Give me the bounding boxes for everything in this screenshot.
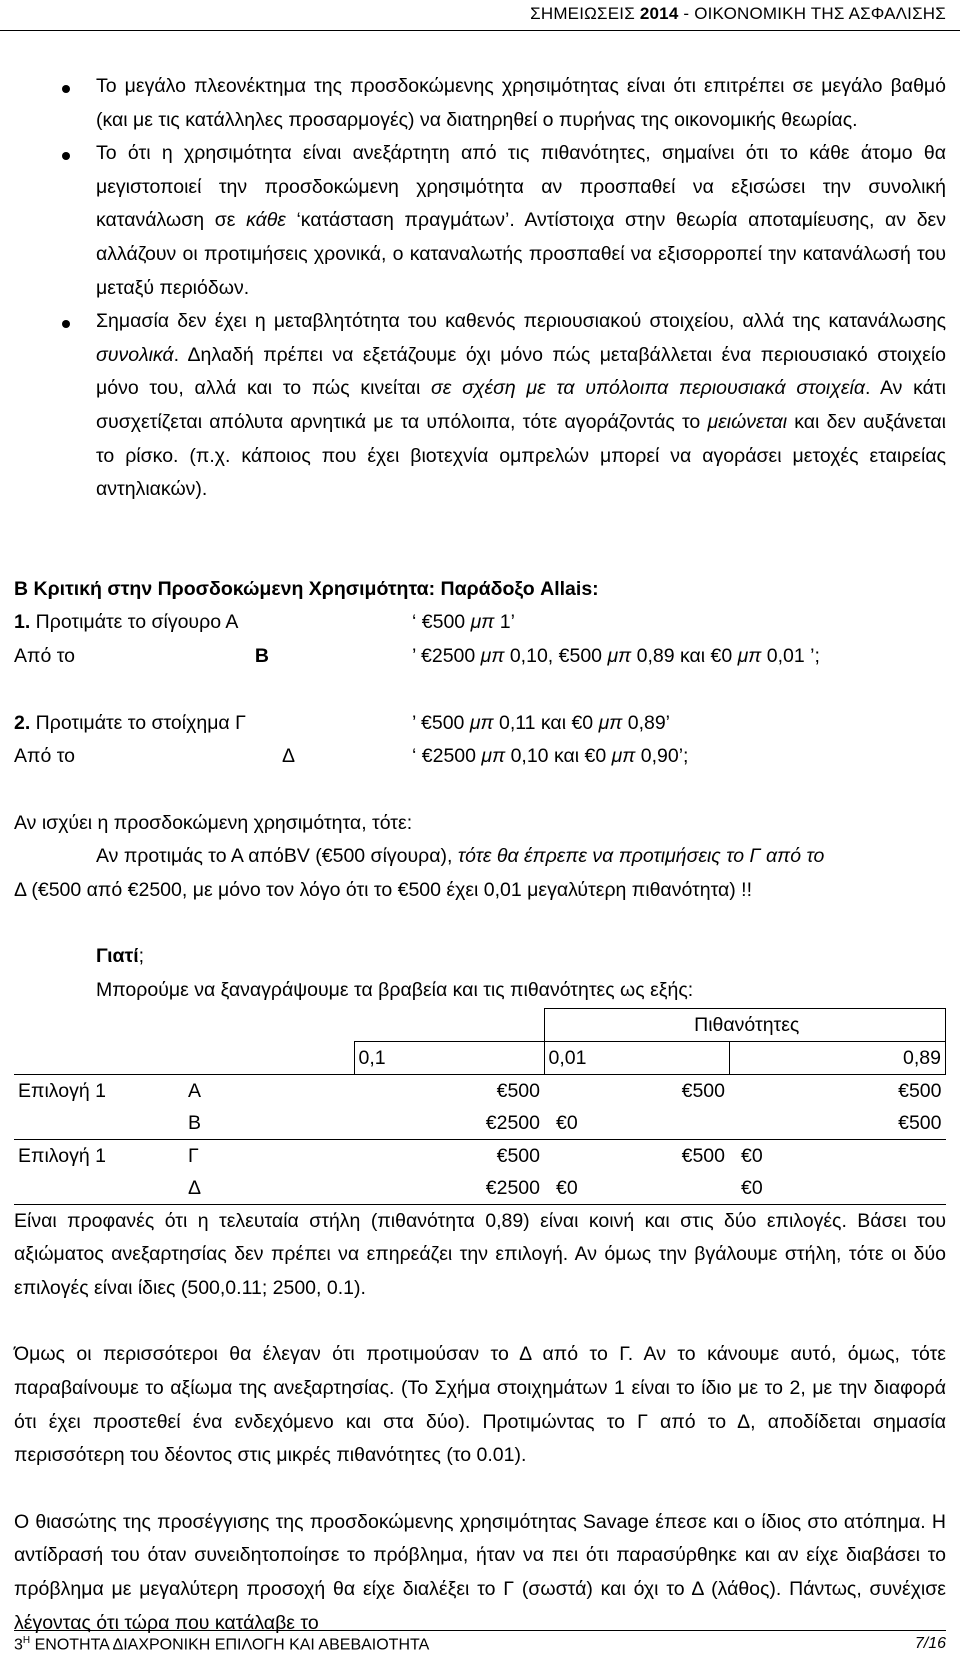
bullet-text: Το μεγάλο πλεονέκτημα της προσδοκώμενης χρησιμότητας είναι ότι επιτρέπει σε μεγάλο βαθμό (και με τις κατάλληλες προσαρμογές) να διατηρηθεί ο πυρήνας της οικονομικής θεωρίας. [96, 75, 946, 131]
option-text: ‘ €2500 [412, 745, 482, 768]
table-cell: Β [188, 1111, 202, 1134]
bullet-text: Το ότι η χρησιμότητα είναι ανεξάρτητη από τις πιθανότητες, σημαίνει ότι το κάθε άτομο θα μεγιστοποιεί την προσδοκώμενη χρησιμότητα αν προσπαθεί να εξισώσει την συνολική κατανάλωση σε [96, 142, 946, 232]
question-2-alternative [14, 740, 946, 774]
eu-emphasis: τότε θα έπρεπε να προτιμήσεις το Γ από το [457, 845, 825, 868]
table-cell: €500 [544, 1139, 729, 1172]
prob-cell: 0,01 [544, 1041, 729, 1074]
table-cell: Επιλογή 1 [14, 1074, 184, 1107]
section-title: Β Κριτική στην Προσδοκώμενη Χρησιμότητα: Παράδοξο Allais: [14, 577, 599, 600]
bullet-emphasis: μειώνεται [707, 410, 788, 433]
question-1 [14, 606, 946, 640]
table-cell: €2500 [485, 1111, 540, 1134]
table-cell: €0 [729, 1139, 946, 1172]
table-header: Πιθανότητες [544, 1008, 946, 1041]
option-text: 0,10 και €0 [505, 745, 612, 768]
option-text: ‘ €500 [412, 611, 471, 634]
eu-statement: Αν ισχύει η προσδοκώμενη χρησιμότητα, τότε: [14, 811, 413, 834]
table-cell: €500 [729, 1074, 946, 1107]
page-content [14, 70, 946, 1640]
bullet-item [14, 137, 946, 305]
option-text: μπ [598, 711, 623, 734]
spacer [14, 907, 946, 940]
eu-conclusion [14, 840, 946, 874]
option-text: μπ [481, 745, 506, 768]
option-text: 0,10, €500 [504, 644, 608, 667]
option-text: 0,11 και €0 [493, 711, 599, 734]
bullet-text: . Αν κάτι συσχετίζεται απόλυτα αρνητικά με τα υπόλοιπα, τότε αγοράζοντάς το [96, 377, 946, 433]
table-cell: €500 [898, 1111, 942, 1134]
bullet-item [14, 305, 946, 507]
question-number: 2. [14, 711, 31, 734]
bullet-emphasis: κάθε [246, 209, 286, 232]
table-row [14, 1172, 946, 1205]
bullet-item [14, 70, 946, 137]
spacer [14, 1305, 946, 1338]
why-suffix: ; [138, 945, 145, 968]
table-cell: €0 [729, 1172, 946, 1205]
option-letter: Β [254, 644, 269, 667]
bullet-emphasis: συνολικά [96, 343, 174, 366]
bullet-text: ‘κατάσταση πραγμάτων’. Αντίστοιχα στην θεωρία αποταμίευσης, αν δεν αλλάζουν οι προτιμήσεις χρονικά, ο καταναλωτής προσπαθεί να εξισορροπεί την κατανάλωσή του μεταξύ περιόδων. [96, 209, 946, 299]
header-suffix: - ΟΙΚΟΝΟΜΙΚΗ ΤΗΣ ΑΣΦΑΛΙΣΗΣ [678, 4, 946, 23]
table-row [14, 1107, 946, 1140]
table-cell: €500 [354, 1139, 544, 1172]
table-cell [14, 1172, 184, 1205]
option-text: 1’ [494, 611, 515, 634]
option-text: 0,01 ’; [761, 644, 820, 667]
bullet-emphasis: σε σχέση με τα υπόλοιπα περιουσιακά στοιχεία [431, 377, 865, 400]
section-title-text: ΕΝΟΤΗΤΑ ΔΙΑΧΡΟΝΙΚΗ ΕΠΙΛΟΓΗ ΚΑΙ ΑΒΕΒΑΙΟΤΗΤΑ [30, 1636, 430, 1654]
table-cell: Δ [184, 1172, 354, 1205]
option-text: μπ [480, 644, 505, 667]
from-label: Από το [14, 644, 75, 667]
table-cell: €2500 [354, 1172, 544, 1205]
option-text: ’ €500 [412, 711, 470, 734]
spacer [14, 507, 946, 573]
table-cell: Γ [184, 1139, 354, 1172]
spacer [14, 674, 946, 707]
bullet-text: . Δηλαδή πρέπει να εξετάζουμε όχι μόνο πώς μεταβάλλεται ένα περιουσιακό στοιχείο μόνο του, αλλά και το πώς κινείται [96, 343, 946, 400]
table-row [14, 1074, 946, 1107]
option-text: 0,89’ [622, 711, 671, 734]
table-cell: Α [184, 1074, 354, 1107]
option-text: μπ [470, 611, 495, 634]
page-header [0, 0, 946, 34]
header-prefix: ΣΗΜΕΙΩΣΕΙΣ [530, 4, 640, 23]
table-cell: €500 [544, 1074, 729, 1107]
spacer [14, 774, 946, 807]
question-text: Προτιμάτε το στοίχημα Γ [30, 711, 246, 734]
footer-title [14, 1635, 429, 1654]
table-row [14, 1139, 946, 1172]
section-number: 3 [14, 1636, 23, 1654]
header-year: 2014 [639, 4, 679, 23]
paragraph: Είναι προφανές ότι η τελευταία στήλη (πιθανότητα 0,89) είναι κοινή και στις δύο επιλογές. Βάσει του αξιώματος ανεξαρτησίας δεν πρέπει να επηρεάζει την επιλογή. Αν όμως την βγάλουμε στήλη, τότε οι δύο επιλογές είναι ίδιες (500,0.11; 2500, 0.1). [14, 1209, 946, 1299]
table-cell: Επιλογή 1 [14, 1139, 184, 1172]
question-text: Προτιμάτε το σίγουρο Α [30, 611, 239, 634]
rewrite-intro: Μπορούμε να ξαναγράψουμε τα βραβεία και τις πιθανότητες ως εξής: [96, 979, 694, 1002]
prob-cell: 0,1 [354, 1041, 544, 1074]
paragraph: Ο θιασώτης της προσέγγισης της προσδοκώμενης χρησιμότητας Savage έπεσε και ο ίδιος στο ατόπημα. Η αντίδρασή του όταν συνειδητοποίησε το πρόβλημα, ήταν να πει ότι παρασύρθηκε και αν είχε διαβάσει το πρόβλημα με μεγαλύτερη προσοχή θα είχε διαλέξει το Γ (σωστά) και όχι το Δ (λάθος). Πάντως, συνέχισε λέγοντας ότι τώρα που κατάλαβε το [14, 1510, 946, 1634]
table-cell [14, 1107, 184, 1140]
table-cell: €0 [544, 1172, 729, 1205]
option-text: μπ [607, 644, 632, 667]
bullet-text: και δεν αυξάνεται το ρίσκο. (π.χ. κάποιος που έχει βιοτεχνία ομπρελών μπορεί να αγοράσει μετοχές εταιρείας αντηλιακών). [96, 410, 947, 501]
table-row [14, 1041, 946, 1074]
eu-conclusion-cont: Δ (€500 από €2500, με μόνο τον λόγο ότι το €500 έχει 0,01 μεγαλύτερη πιθανότητα) !! [14, 878, 753, 901]
prob-cell: 0,89 [729, 1041, 946, 1074]
table-cell: €0 [556, 1111, 578, 1134]
question-number: 1. [14, 611, 31, 634]
option-text: 0,89 και €0 [631, 644, 738, 667]
option-text: ’ €2500 [412, 644, 481, 667]
option-text: μπ [469, 711, 494, 734]
option-letter: Δ [281, 745, 295, 768]
page-footer [14, 1630, 946, 1654]
option-text: 0,90’; [635, 745, 689, 768]
paragraph: Όμως οι περισσότεροι θα έλεγαν ότι προτιμούσαν το Δ από το Γ. Αν το κάνουμε αυτό, όμως, τότε παραβαίνουμε το αξίωμα της ανεξαρτησίας. (Το Σχήμα στοιχημάτων 1 είναι το ίδιο με το 2, με την διαφορά ότι έχει προστεθεί ένα ενδεχόμενο και στα δύο). Προτιμώντας το Γ από το Δ, αποδίδεται σημασία περισσότερη του δέοντος στις μικρές πιθανότητες (το 0.01). [14, 1343, 946, 1467]
spacer [14, 1473, 946, 1506]
from-label: Από το [14, 745, 75, 768]
eu-text: Αν προτιμάς το Α απόΒV (€500 σίγουρα), [96, 845, 458, 868]
page-number: 7/16 [914, 1635, 946, 1652]
why-label: Γιατί [96, 945, 139, 968]
table-cell: €500 [354, 1074, 544, 1107]
bullet-text: Σημασία δεν έχει η μεταβλητότητα του καθενός περιουσιακού στοιχείου, αλλά της κατανάλωσης [96, 310, 946, 333]
why-heading [14, 940, 946, 974]
option-text: μπ [737, 644, 762, 667]
question-1-alternative [14, 640, 946, 674]
option-text: μπ [611, 745, 636, 768]
header-rule [0, 30, 960, 31]
probabilities-table [14, 1008, 946, 1205]
section-superscript: Η [22, 1635, 31, 1646]
question-2 [14, 707, 946, 741]
